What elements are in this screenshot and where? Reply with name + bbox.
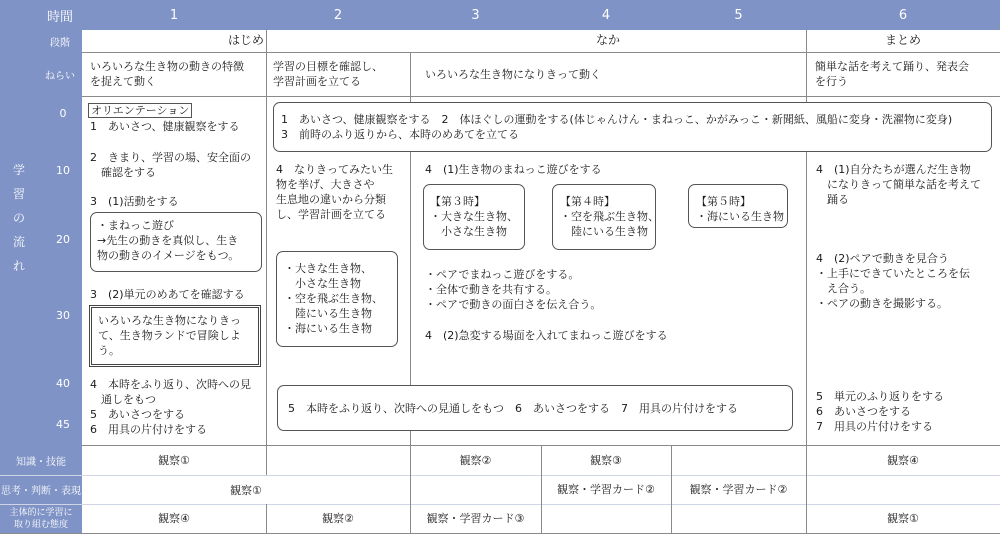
minute-40: 40 — [56, 377, 70, 390]
eval-a3: 観察・学習カード③ — [426, 512, 525, 525]
minute-20: 20 — [56, 233, 70, 246]
aim-6: 簡単な話を考えて踊り、発表会 を行う — [815, 60, 969, 88]
flow-label: 学習の流れ — [12, 163, 25, 273]
period-5: 5 — [671, 0, 806, 30]
period-6: 6 — [806, 0, 1000, 30]
activity-text: ・まねっこ遊び →先生の動きを真似し、生き 物の動きのイメージをもつ。 — [97, 219, 240, 262]
col1-item2: 2 きまり、学習の場、安全面の 確認をする — [90, 151, 251, 179]
col1-item1: 1 あいさつ、健康観察をする — [90, 120, 240, 133]
eval-k6: 観察④ — [887, 454, 919, 467]
aim-label: ねらい — [38, 52, 82, 96]
knowledge-label: 知識・技能 — [0, 445, 82, 475]
eval-a2: 観察② — [322, 512, 354, 525]
aim-3-5: いろいろな生き物になりきって動く — [425, 68, 601, 81]
eval-t4: 観察・学習カード② — [557, 483, 655, 496]
aim-2: 学習の目標を確認し、 学習計画を立てる — [273, 60, 383, 88]
eval-a1: 観察④ — [158, 512, 190, 525]
col1-item3: 3 (1)活動をする — [90, 195, 179, 208]
unit-goal-text: いろいろな生き物になりきっ て、生き物ランドで冒険しよ う。 — [98, 314, 241, 357]
stage-matome: まとめ — [884, 33, 921, 47]
naka-item4-2: 4 (2)急変する場面を入れてまねっこ遊びをする — [425, 329, 668, 342]
naka-activities: ・ペアでまねっこ遊びをする。 ・全体で動きを共有する。 ・ペアで動きの面白さを伝え合う。 — [425, 268, 602, 311]
stage-naka: なか — [595, 33, 620, 47]
naka-item4-1: 4 (1)生き物のまねっこ遊びをする — [425, 163, 602, 176]
attitude-label: 主体的に学習に 取り組む態度 — [0, 504, 82, 534]
stage-label: 段階 — [38, 30, 82, 52]
aim-1: いろいろな生き物の動きの特徴 を捉えて動く — [90, 60, 244, 88]
common-bottom-text: 5 本時をふり返り、次時への見通しをもつ 6 あいさつをする 7 用具の片付けをする — [288, 402, 738, 415]
stage-hajime: はじめ — [227, 33, 264, 47]
minute-30: 30 — [56, 309, 70, 322]
col1-closing: 4 本時をふり返り、次時への見 通しをもつ 5 あいさつをする 6 用具の片付けをする — [90, 378, 251, 436]
col1-item3b: 3 (2)単元のめあてを確認する — [90, 288, 245, 301]
eval-k4: 観察③ — [590, 454, 622, 467]
period-2: 2 — [266, 0, 410, 30]
col6-item4-2: 4 (2)ペアで動きを見合う ・上手にできていたところを伝 え合う。 ・ペアの動きを撮影する。 — [816, 252, 970, 310]
eval-k1: 観察① — [158, 454, 190, 467]
col6-closing: 5 単元のふり返りをする 6 あいさつをする 7 用具の片付けをする — [816, 390, 944, 433]
period5-text: 【第５時】 ・海にいる生き物 — [696, 195, 784, 223]
eval-k3: 観察② — [459, 454, 492, 467]
minute-10: 10 — [56, 164, 70, 177]
time-label: 時間 — [38, 0, 82, 30]
orientation-tag: オリエンテーション — [88, 103, 192, 118]
eval-t5: 観察・学習カード② — [689, 483, 788, 496]
common-top-text: 1 あいさつ、健康観察をする 2 体ほぐしの運動をする(体じゃんけん・まねっこ、かがみっこ・新聞紙、風船に変身・洗濯物に変身) 3 前時のふり返りから、本時のめあてを立てる — [281, 113, 953, 141]
minute-0: 0 — [59, 107, 67, 120]
period4-text: 【第４時】 ・空を飛ぶ生き物、 陸にいる生き物 — [560, 195, 659, 238]
minute-45: 45 — [56, 418, 70, 431]
thinking-label: 思考・判断・表現 — [0, 475, 82, 504]
eval-t12: 観察① — [230, 484, 262, 497]
period-4: 4 — [541, 0, 671, 30]
col6-item4-1: 4 (1)自分たちが選んだ生き物 になりきって簡単な話を考えて 踊る — [816, 163, 981, 206]
period3-text: 【第３時】 ・大きな生き物、 小さな生き物 — [430, 195, 518, 238]
categories-text: ・大きな生き物、 小さな生き物 ・空を飛ぶ生き物、 陸にいる生き物 ・海にいる生き物 — [284, 262, 383, 335]
period-1: 1 — [82, 0, 266, 30]
eval-a6: 観察① — [887, 512, 919, 525]
col2-item4: 4 なりきってみたい生 物を挙げ、大きさや 生息地の違いから分類 し、学習計画を立てる — [276, 163, 393, 221]
period-3: 3 — [410, 0, 541, 30]
